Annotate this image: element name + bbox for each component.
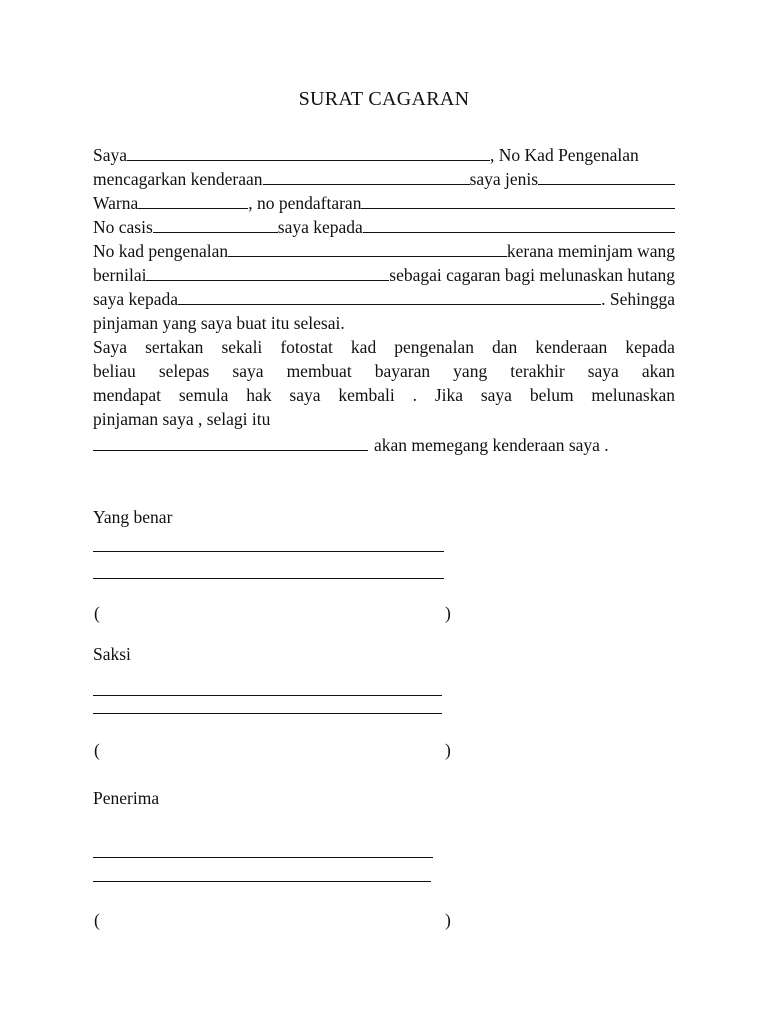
- blank-recipient-ic[interactable]: [228, 240, 507, 257]
- open-paren-saksi: (: [94, 740, 100, 760]
- blank-name[interactable]: [127, 144, 490, 161]
- open-paren-penerima: (: [94, 910, 100, 930]
- blank-amount[interactable]: [146, 264, 389, 281]
- blank-colour[interactable]: [138, 192, 248, 209]
- blank-vehicle[interactable]: [263, 168, 470, 185]
- line-bayaran: [93, 359, 675, 383]
- document-title: SURAT CAGARAN: [298, 88, 470, 110]
- label-sehingga: . Sehingga: [601, 289, 675, 309]
- label-yang-benar: Yang benar: [93, 507, 173, 527]
- label-saksi: Saksi: [93, 644, 131, 664]
- word: pengenalan: [394, 337, 474, 357]
- blank-lender-name[interactable]: [178, 288, 601, 305]
- label-kerana-meminjam: kerana meminjam wang: [506, 241, 675, 261]
- blank-vehicle-type[interactable]: [538, 168, 675, 185]
- line-selagi-itu: pinjaman saya , selagi itu: [93, 409, 271, 429]
- word: bayaran: [374, 361, 431, 381]
- word: sertakan: [145, 337, 204, 357]
- name-line-saksi[interactable]: [93, 713, 442, 714]
- blank-registration-no[interactable]: [361, 192, 675, 209]
- word: saya: [587, 361, 619, 381]
- label-saya: Saya: [93, 145, 128, 165]
- signature-line-penerima[interactable]: [93, 857, 433, 858]
- word: yang: [453, 361, 488, 381]
- line-vehicle: [93, 167, 675, 191]
- word: melunaskan: [591, 385, 675, 405]
- word: saya: [289, 385, 321, 405]
- word: sekali: [221, 337, 263, 357]
- word: kembali: [338, 385, 395, 405]
- line-name: [93, 143, 675, 167]
- word: fotostat: [280, 337, 333, 357]
- blank-chassis-no[interactable]: [153, 216, 278, 233]
- word: kenderaan: [535, 337, 608, 357]
- line-akan-memegang: [93, 433, 675, 457]
- blank-holder-name[interactable]: [93, 434, 368, 451]
- word: terakhir: [510, 361, 565, 381]
- label-saya-kepada-2: saya kepada: [93, 289, 179, 309]
- line-amount: [93, 263, 675, 287]
- word: belum: [529, 385, 574, 405]
- word: kepada: [625, 337, 675, 357]
- label-warna: Warna: [93, 193, 139, 213]
- word: .: [412, 385, 417, 405]
- close-paren-yang-benar: ): [445, 603, 451, 623]
- word: hak: [246, 385, 272, 405]
- line-hak: [93, 383, 675, 407]
- line-recipient-ic: [93, 239, 675, 263]
- label-no-kad-pengenalan: , No Kad Pengenalan: [490, 145, 639, 165]
- label-saya-kepada: saya kepada: [277, 217, 363, 237]
- word: dan: [492, 337, 518, 357]
- word: beliau: [93, 361, 136, 381]
- label-no-kad-pengenalan-2: No kad pengenalan: [93, 241, 229, 261]
- signature-line-yang-benar[interactable]: [93, 551, 444, 552]
- word: Jika: [434, 385, 464, 405]
- word: saya: [232, 361, 264, 381]
- word: kad: [350, 337, 377, 357]
- name-line-yang-benar[interactable]: [93, 578, 444, 579]
- label-akan-memegang: akan memegang kenderaan saya .: [374, 435, 609, 455]
- close-paren-penerima: ): [445, 910, 451, 930]
- line-chassis: [93, 215, 675, 239]
- signature-line-saksi[interactable]: [93, 695, 442, 696]
- line-fotostat: [93, 335, 675, 359]
- open-paren-yang-benar: (: [94, 603, 100, 623]
- word: semula: [178, 385, 229, 405]
- close-paren-saksi: ): [445, 740, 451, 760]
- name-line-penerima[interactable]: [93, 881, 431, 882]
- line-colour: [93, 191, 675, 215]
- label-no-pendaftaran: , no pendaftaran: [248, 193, 362, 213]
- label-penerima: Penerima: [93, 788, 160, 808]
- word: selepas: [158, 361, 210, 381]
- word: saya: [480, 385, 512, 405]
- line-pinjaman-selesai: pinjaman yang saya buat itu selesai.: [93, 313, 345, 333]
- word: membuat: [286, 361, 352, 381]
- label-mencagarkan: mencagarkan kenderaan: [93, 169, 263, 189]
- word: Saya: [93, 337, 128, 357]
- word: akan: [641, 361, 675, 381]
- line-lender: [93, 287, 675, 311]
- label-no-casis: No casis: [93, 217, 153, 237]
- word: mendapat: [93, 385, 162, 405]
- label-sebagai-cagaran: sebagai cagaran bagi melunaskan hutang: [389, 265, 675, 285]
- label-saya-jenis: saya jenis: [469, 169, 539, 189]
- blank-recipient-name[interactable]: [363, 216, 675, 233]
- label-bernilai: bernilai: [93, 265, 147, 285]
